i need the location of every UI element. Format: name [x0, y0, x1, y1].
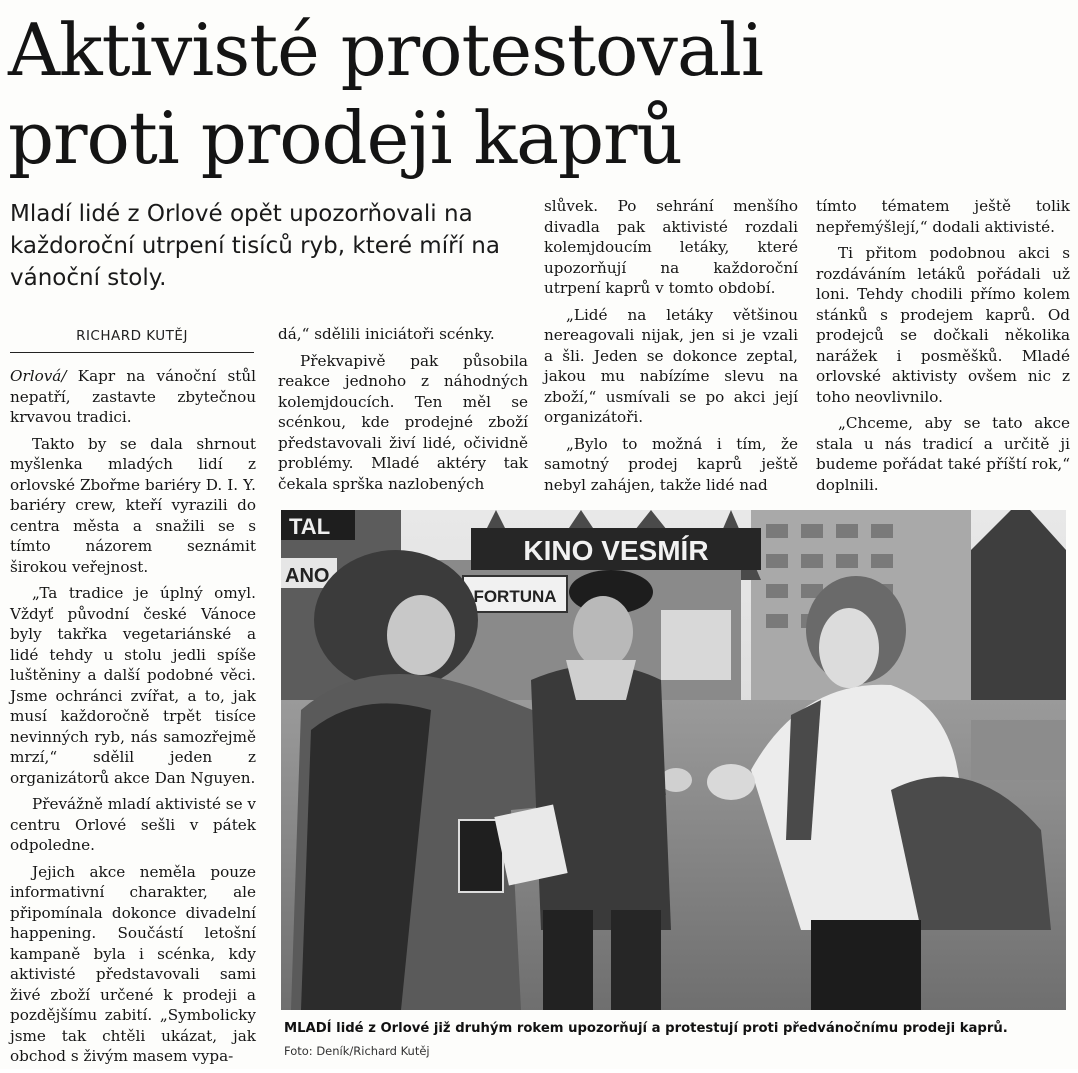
news-photo: [281, 510, 1066, 1010]
railing: [971, 720, 1066, 780]
paragraph: dá,“ sdělili iniciátoři scénky.: [278, 325, 495, 343]
photo-illustration: [281, 510, 1066, 1010]
paragraph: Jejich akce neměla pouze informativní charakter, ale připomínala dokonce divadelní happening. Součástí letošní kampaně byla i scénka, kdy aktivisté představovali sami živé zboží určené k prodeji a pozdějšímu zabití. „Symbolicky jsme tak chtěli ukázat, jak obchod s živým masem vypa-: [10, 862, 256, 1065]
sign-left-text: ANO: [285, 565, 330, 587]
caption-text: lidé z Orlové již druhým rokem upozorňují a protestují proti předvánočnímu prodeji kaprů.: [331, 1021, 1008, 1036]
paragraph: Ti přitom podobnou akci s rozdáváním letáků pořádali už loni. Tehdy chodili přímo kolem stánků s prodejem kaprů. Od prodejců se dočkali několika narážek i posměšků. Mladé orlovské aktivisty ovšem nic z toho neovlivnilo.: [816, 244, 1070, 406]
paragraph: tímto tématem ještě tolik nepřemýšlejí,“ dodali aktivisté.: [816, 197, 1070, 236]
paragraph: Převážně mladí aktivisté se v centru Orlové sešli v pátek odpoledne.: [10, 795, 256, 854]
photo-credit: Foto: Deník/Richard Kutěj: [284, 1044, 430, 1058]
first-paragraph: [10, 366, 256, 428]
dateline: Orlová/: [10, 367, 67, 385]
shop-window: [661, 610, 731, 680]
paragraph-text: Kapr na vánoční stůl nepatří, zastavte zbytečnou krvavou tradici.: [10, 367, 256, 426]
paragraph: „Bylo to možná i tím, že samotný prodej kaprů ještě nebyl zahájen, takže lidé nad: [544, 434, 798, 494]
lead-paragraph: Mladí lidé z Orlové opět upozorňovali na každoroční utrpení tisíců ryb, které míří na vánoční stoly.: [10, 201, 500, 291]
text-column-4: [816, 196, 1070, 501]
shop-sign-text: FORTUNA: [473, 587, 557, 606]
tree-right: [971, 510, 1066, 710]
sign-top-left-text: TAL: [289, 514, 331, 539]
paragraph: „Ta tradice je úplný omyl. Vždyť původní české Vánoce byly takřka vegetariánské a lidé tehdy u stolu jedli spíše luštěniny a další podobné věci. Jsme ochránci zvířat, a to, jak musí každoročně trpět tisíce nevinných ryb, nás samozřejmě mrzí,“ sdělil jeden z organizátorů akce Dan Nguyen.: [10, 584, 256, 787]
photo-caption: [284, 1020, 1074, 1038]
paragraph: slůvek. Po sehrání menšího divadla pak aktivisté rozdali kolemjdoucím letáky, které upozorňují na každoroční utrpení kaprů v tomto období.: [544, 197, 798, 297]
paragraph: „Chceme, aby se tato akce stala u nás tradicí a určitě ji budeme pořádat také příští rok,“ doplnili.: [816, 414, 1070, 494]
cinema-sign-text: KINO VESMÍR: [523, 535, 709, 566]
paragraph: Takto by se dala shrnout myšlenka mladých lidí z orlovské Zbořme bariéry D. I. Y. bariéry crew, kteří vyrazili do centra města a snažili se s tímto názorem seznámit širokou veřejnost.: [10, 434, 256, 576]
text-column-3: [544, 196, 798, 501]
text-column-2: [278, 324, 528, 500]
text-column-1: [10, 366, 256, 1073]
paragraph: „Lidé na letáky většinou nereagovali nijak, jen si je vzali a šli. Jeden se dokonce zeptal, jakou mu nabízíme slevu na zboží,“ usmívali se po akci její organizátoři.: [544, 305, 798, 426]
paragraph: Překvapivě pak působila reakce jednoho z náhodných kolemjdoucích. Ten měl se scénkou, kde prodejné zboží představovali živí lidé, očividně problémy. Mladé aktéry tak čekala sprška nazlobených: [278, 351, 528, 493]
byline: RICHARD KUTĚJ: [10, 328, 254, 353]
headline: Aktivisté protestovali proti prodeji kaprů: [8, 8, 763, 180]
caption-lead: MLADÍ: [284, 1021, 332, 1036]
